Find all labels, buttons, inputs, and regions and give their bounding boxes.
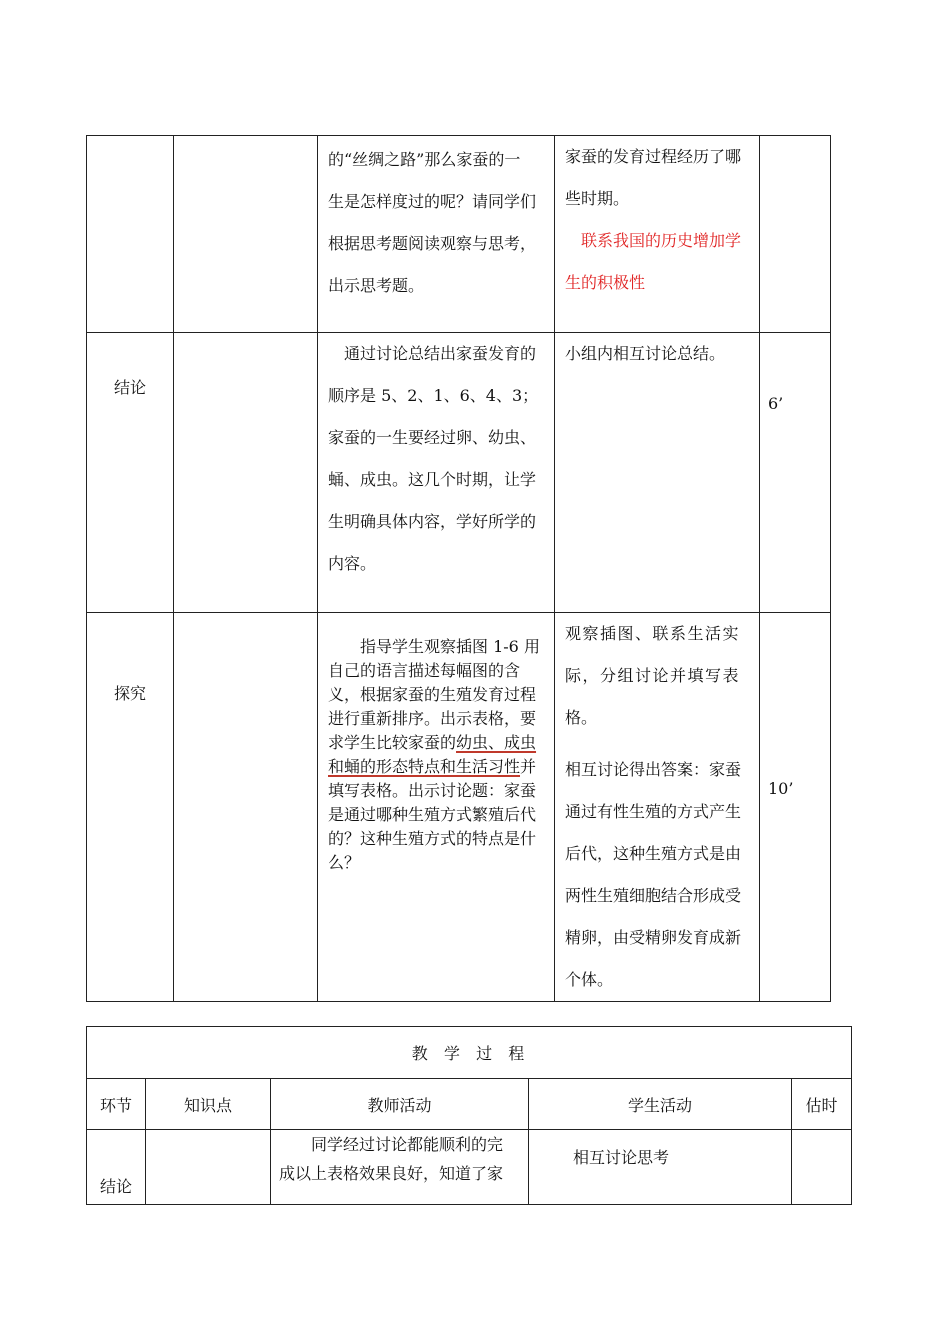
time-cell	[760, 613, 831, 1002]
student-activity-cell	[555, 613, 760, 1002]
text-segment: 求学生比较家蚕的	[328, 733, 457, 752]
header-student-activity: 学生活动	[529, 1079, 792, 1130]
text-line: 内容。	[328, 554, 377, 573]
text-segment: 并	[520, 757, 537, 776]
text-line: 的“丝绸之路”那么家蚕的一	[328, 150, 521, 169]
text-line: 出示思考题。	[328, 276, 425, 295]
text-line: 相互讨论得出答案：家蚕	[565, 760, 742, 779]
text-line: 家蚕的发育过程经历了哪	[565, 147, 742, 166]
student-activity-cell	[529, 1130, 792, 1205]
knowledge-cell	[174, 136, 318, 333]
table-row	[87, 136, 831, 333]
header-stage: 环节	[87, 1079, 146, 1130]
stage-label: 结论	[113, 378, 146, 397]
text-line: 家蚕的一生要经过卵、幼虫、	[328, 428, 537, 447]
text-line: 么？	[328, 853, 361, 872]
time-estimate: 6’	[768, 394, 784, 413]
design-note-line: 联系我国的历史增加学	[581, 231, 742, 250]
student-activity-cell	[555, 333, 760, 613]
text-line: 的？这种生殖方式的特点是什	[328, 829, 537, 848]
text-line: 相互讨论思考	[573, 1148, 670, 1167]
text-line	[328, 755, 548, 779]
header-time-estimate: 估时	[792, 1079, 852, 1130]
stage-cell	[87, 613, 174, 1002]
lesson-table-2	[86, 1026, 852, 1205]
table-header-row	[87, 1079, 852, 1130]
text-line: 义，根据家蚕的生殖发育过程	[328, 685, 537, 704]
text-line: 些时期。	[565, 189, 630, 208]
stage-label: 结论	[99, 1177, 132, 1196]
text-line: 后代，这种生殖方式是由	[565, 844, 742, 863]
text-line: 观察插图、联系生活实	[565, 624, 741, 643]
text-line: 自己的语言描述每幅图的含	[328, 661, 521, 680]
text-line: 填写表格。出示讨论题：家蚕	[328, 781, 537, 800]
text-line: 顺序是 5、2、1、6、4、3；	[328, 386, 539, 405]
text-line: 两性生殖细胞结合形成受	[565, 886, 742, 905]
underlined-text: 和蛹的形态特点和生活习性	[328, 757, 521, 776]
text-line: 际，分组讨论并填写表	[565, 666, 741, 685]
table-row	[87, 613, 831, 1002]
text-line: 蛹、成虫。这几个时期，让学	[328, 470, 537, 489]
teacher-activity-cell	[318, 136, 555, 333]
time-estimate: 10’	[768, 779, 794, 798]
stage-label: 探究	[113, 684, 146, 703]
knowledge-cell	[174, 333, 318, 613]
header-teacher-activity: 教师活动	[271, 1079, 529, 1130]
stage-cell	[87, 333, 174, 613]
text-line: 通过有性生殖的方式产生	[565, 802, 742, 821]
knowledge-cell	[146, 1130, 271, 1205]
text-line: 生明确具体内容，学好所学的	[328, 512, 537, 531]
text-line: 通过讨论总结出家蚕发育的	[344, 344, 537, 363]
student-activity-cell	[555, 136, 760, 333]
text-line: 是通过哪种生殖方式繁殖后代	[328, 805, 537, 824]
text-line: 格。	[565, 708, 598, 727]
table-row	[87, 1130, 852, 1205]
teaching-process-title: 教 学 过 程	[87, 1027, 852, 1079]
text-line: 生是怎样度过的呢？请同学们	[328, 192, 537, 211]
teacher-activity-cell	[271, 1130, 529, 1205]
stage-cell	[87, 1130, 146, 1205]
header-knowledge-point: 知识点	[146, 1079, 271, 1130]
teacher-activity-cell	[318, 613, 555, 1002]
lesson-table-1	[86, 135, 831, 1002]
text-line: 成以上表格效果良好，知道了家	[279, 1164, 504, 1183]
table-row	[87, 333, 831, 613]
text-line	[328, 731, 548, 755]
table-title-row	[87, 1027, 852, 1079]
text-line: 指导学生观察插图 1-6 用	[360, 637, 540, 656]
knowledge-cell	[174, 613, 318, 1002]
text-line: 小组内相互讨论总结。	[565, 344, 726, 363]
time-cell	[760, 333, 831, 613]
underlined-text: 幼虫、成虫	[456, 733, 537, 752]
text-line: 精卵，由受精卵发育成新	[565, 928, 742, 947]
text-line: 同学经过讨论都能顺利的完	[311, 1135, 504, 1154]
design-note-line: 生的积极性	[565, 273, 646, 292]
time-cell	[760, 136, 831, 333]
teacher-activity-cell	[318, 333, 555, 613]
text-line: 根据思考题阅读观察与思考，	[328, 234, 537, 253]
stage-cell	[87, 136, 174, 333]
text-line: 个体。	[565, 970, 614, 989]
text-line: 进行重新排序。出示表格，要	[328, 709, 537, 728]
time-cell	[792, 1130, 852, 1205]
